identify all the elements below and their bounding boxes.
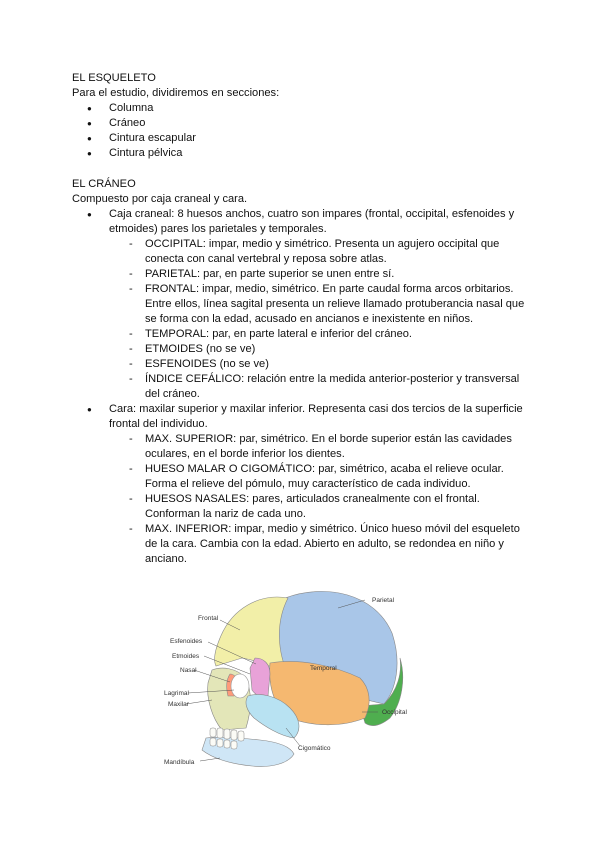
- document-page: [72, 71, 532, 567]
- label-occipital: Occipital: [382, 709, 407, 716]
- label-etmoides: Etmoides: [172, 653, 200, 660]
- label-lagrimal: Lagrimal: [164, 690, 189, 697]
- label-mandibula: Mandíbula: [164, 759, 195, 766]
- list-item: - TEMPORAL: par, en parte lateral e inferior del cráneo.: [109, 327, 532, 342]
- list-item: - OCCIPITAL: impar, medio y simétrico. Presenta un agujero occipital que conecta con canal vertebral y reposa sobre atlas.: [109, 237, 532, 267]
- section-intro-craneo: Compuesto por caja craneal y cara.: [72, 193, 248, 205]
- list-item: - MAX. INFERIOR: impar, medio y simétrico. Único hueso móvil del esqueleto de la cara. Cambia con la edad. Abierto en adulto, se redondea en niño y anciano.: [109, 522, 532, 567]
- cara-sublist: [109, 432, 532, 567]
- caja-craneal-text: Caja craneal: 8 huesos anchos, cuatro son impares (frontal, occipital, esfenoides y etmoides) pares los parietales y temporales.: [109, 208, 515, 235]
- craneo-list: [72, 207, 532, 567]
- label-temporal: Temporal: [310, 665, 337, 672]
- caja-craneal-sublist: [109, 237, 532, 402]
- list-item: - HUESO MALAR O CIGOMÁTICO: par, simétrico, acaba el relieve ocular. Forma el relieve del pómulo, muy característico de cada individuo.: [109, 462, 532, 492]
- list-item: - HUESOS NASALES: pares, articulados cranealmente con el frontal. Conforman la nariz de cada uno.: [109, 492, 532, 522]
- list-item-caja-craneal: [72, 207, 532, 402]
- cara-text: Cara: maxilar superior y maxilar inferior. Representa casi dos tercios de la superficie frontal del individuo.: [109, 403, 523, 430]
- label-esfenoides: Esfenoides: [170, 638, 203, 645]
- list-item: - FRONTAL: impar, medio, simétrico. En parte caudal forma arcos orbitarios. Entre ellos, línea sagital presenta un relieve llamado protuberancia nasal que se forma con la edad, acusado en ancianos e inexistente en niños.: [109, 282, 532, 327]
- label-parietal: Parietal: [372, 597, 395, 604]
- section-intro-esqueleto: Para el estudio, dividiremos en secciones:: [72, 87, 280, 99]
- list-item: - ÍNDICE CEFÁLICO: relación entre la medida anterior-posterior y transversal del cráneo.: [109, 372, 532, 402]
- orbit-shape: [231, 674, 249, 698]
- label-nasal: Nasal: [180, 667, 197, 674]
- list-item: ● Cráneo: [72, 116, 532, 131]
- list-item: - ESFENOIDES (no se ve): [109, 357, 532, 372]
- list-item: ● Columna: [72, 101, 532, 116]
- list-item-cara: [72, 402, 532, 567]
- skull-illustration: [160, 578, 430, 788]
- list-item: - MAX. SUPERIOR: par, simétrico. En el borde superior están las cavidades oculares, en el borde inferior los dientes.: [109, 432, 532, 462]
- section-title-craneo: EL CRÁNEO: [72, 178, 136, 190]
- label-frontal: Frontal: [198, 615, 219, 622]
- skull-diagram: [160, 578, 430, 788]
- section-title-esqueleto: EL ESQUELETO: [72, 72, 156, 84]
- list-item: ● Cintura escapular: [72, 131, 532, 146]
- sections-list: [72, 101, 532, 161]
- list-item: ● Cintura pélvica: [72, 146, 532, 161]
- label-maxilar: Maxilar: [168, 701, 189, 708]
- list-item: - PARIETAL: par, en parte superior se unen entre sí.: [109, 267, 532, 282]
- list-item: - ETMOIDES (no se ve): [109, 342, 532, 357]
- label-cigomatico: Cigomático: [298, 745, 331, 752]
- sphenoid-bone: [250, 658, 270, 697]
